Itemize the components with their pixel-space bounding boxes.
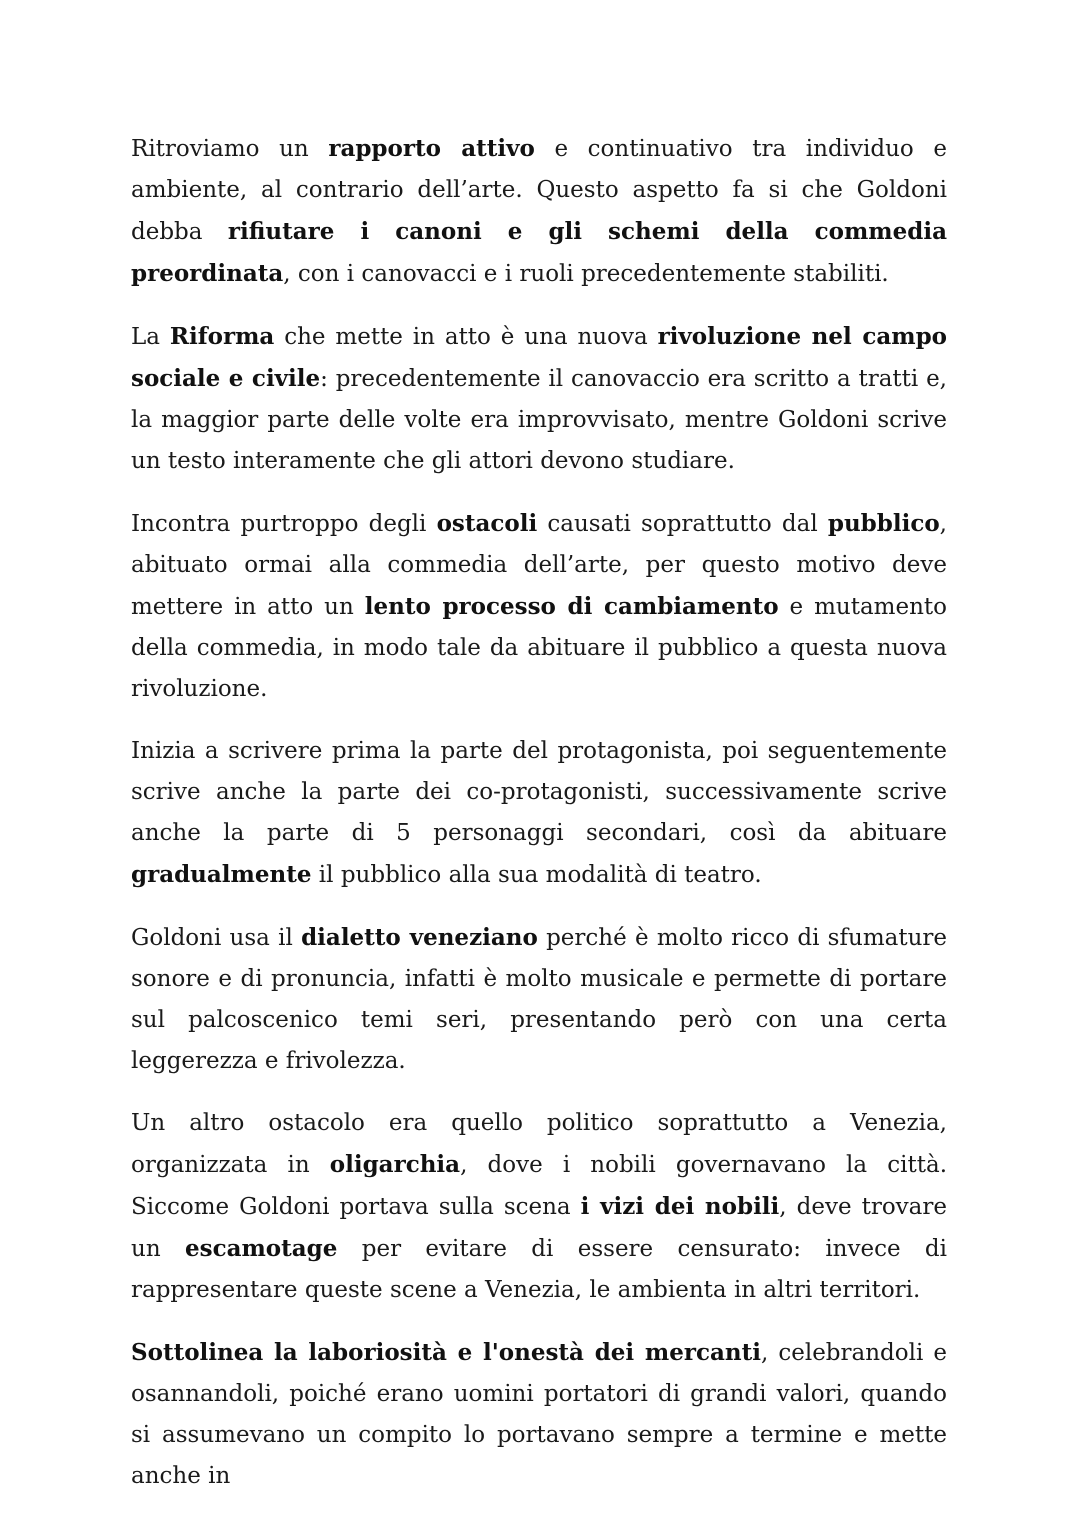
bold-text-segment: Riforma bbox=[169, 323, 275, 350]
bold-text-segment: pubblico bbox=[827, 510, 940, 537]
bold-text-segment: rifiutare i canoni e gli schemi della commedia preordinata bbox=[131, 218, 947, 287]
text-segment: e continuativo tra individuo e ambiente, al contrario dell’arte. Questo aspetto fa si che Goldoni debba bbox=[131, 136, 947, 245]
paragraph-rapporto-attivo bbox=[131, 128, 947, 295]
bold-text-segment: rapporto attivo bbox=[328, 135, 535, 162]
text-segment: Inizia a scrivere prima la parte del protagonista, poi seguentemente scrive anche la parte dei co-protagonisti, successivamente scrive anche la parte di 5 personaggi secondari, così da abituare bbox=[131, 738, 947, 846]
bold-text-segment: i vizi dei nobili bbox=[580, 1193, 780, 1220]
bold-text-segment: ostacoli bbox=[436, 510, 538, 537]
text-segment: Un altro ostacolo era quello politico soprattutto a Venezia, organizzata in bbox=[131, 1110, 947, 1178]
document-page bbox=[131, 128, 947, 1518]
bold-text-segment: dialetto veneziano bbox=[301, 924, 538, 951]
paragraph-dialetto-veneziano bbox=[131, 917, 947, 1082]
text-segment: , abituato ormai alla commedia dell’arte, per questo motivo deve mettere in atto un bbox=[131, 511, 947, 620]
text-segment: Ritroviamo un bbox=[131, 136, 329, 162]
text-segment: e mutamento della commedia, in modo tale da abituare il pubblico a questa nuova rivoluzione. bbox=[131, 594, 947, 702]
text-segment: causati soprattutto dal bbox=[537, 511, 828, 537]
bold-text-segment: rivoluzione nel campo sociale e civile bbox=[131, 323, 947, 392]
text-segment: , celebrandoli e osannandoli, poiché erano uomini portatori di grandi valori, quando si assumevano un compito lo portavano sempre a termine e mette anche in bbox=[131, 1340, 947, 1489]
bold-text-segment: Sottolinea la laboriosità e l'onestà dei mercanti bbox=[131, 1339, 761, 1366]
text-segment: La bbox=[131, 324, 170, 350]
paragraph-oligarchia bbox=[131, 1103, 947, 1311]
bold-text-segment: oligarchia bbox=[329, 1151, 461, 1178]
paragraph-mercanti bbox=[131, 1332, 947, 1497]
text-segment: per evitare di essere censurato: invece di rappresentare queste scene a Venezia, le ambienta in altri territori. bbox=[131, 1236, 948, 1303]
bold-text-segment: lento processo di cambiamento bbox=[364, 593, 779, 620]
text-segment: che mette in atto è una nuova bbox=[274, 324, 658, 350]
text-segment: , deve trovare un bbox=[131, 1194, 947, 1262]
paragraph-gradualmente bbox=[131, 731, 947, 896]
text-segment: Goldoni usa il bbox=[131, 925, 302, 951]
text-segment: , con i canovacci e i ruoli precedentemente stabiliti. bbox=[283, 261, 889, 287]
paragraph-ostacoli bbox=[131, 503, 947, 710]
text-segment: : precedentemente il canovaccio era scritto a tratti e, la maggior parte delle volte era improvvisato, mentre Goldoni scrive un testo interamente che gli attori devono studiare. bbox=[131, 366, 947, 474]
text-segment: il pubblico alla sua modalità di teatro. bbox=[311, 862, 762, 888]
paragraph-riforma bbox=[131, 316, 947, 482]
bold-text-segment: gradualmente bbox=[131, 861, 312, 888]
text-segment: perché è molto ricco di sfumature sonore e di pronuncia, infatti è molto musicale e permette di portare sul palcoscenico temi seri, presentando però con una certa leggerezza e frivolezza. bbox=[131, 925, 947, 1074]
text-segment: Incontra purtroppo degli bbox=[131, 511, 437, 537]
bold-text-segment: escamotage bbox=[184, 1235, 338, 1262]
text-segment: , dove i nobili governavano la città. Siccome Goldoni portava sulla scena bbox=[131, 1152, 948, 1220]
